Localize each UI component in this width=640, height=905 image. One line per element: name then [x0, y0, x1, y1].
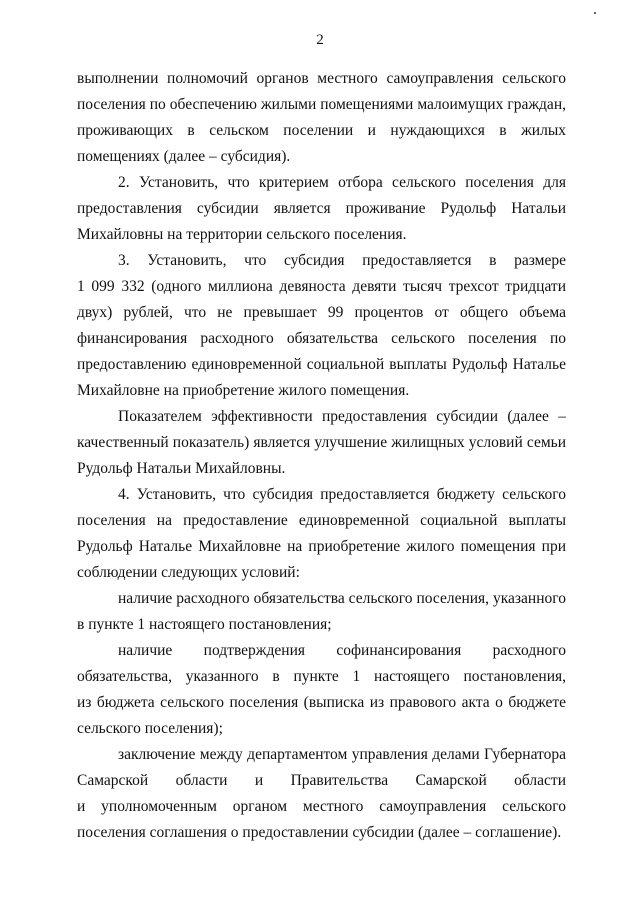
paragraph-condition-1 [77, 586, 566, 638]
text-line: сельского поселения); [77, 720, 223, 737]
text-line: обязательства, указанного в пункте 1 настоящего постановления, [77, 668, 566, 685]
text-line: Михайловне на приобретение жилого помещения. [77, 382, 410, 399]
text-line: наличие расходного обязательства сельского поселения, указанного [118, 590, 566, 607]
text-line: из бюджета сельского поселения (выписка из правового акта о бюджете [77, 694, 566, 711]
text-line: 3. Установить, что субсидия предоставляется в размере [118, 252, 566, 269]
text-line: в пункте 1 настоящего постановления; [77, 616, 332, 633]
document-body [77, 66, 566, 846]
paragraph-continuation [77, 66, 566, 170]
text-line: Михайловны на территории сельского поселения. [77, 226, 407, 243]
text-line: финансирования расходного обязательства сельского поселения по [77, 330, 566, 347]
text-line: 2. Установить, что критерием отбора сельского поселения для [118, 174, 566, 191]
text-line: соблюдении следующих условий: [77, 564, 300, 581]
text-line: и уполномоченным органом местного самоуправления сельского [77, 798, 566, 815]
paragraph-indicator [77, 404, 566, 482]
text-line: поселения по обеспечению жилыми помещениями малоимущих граждан, [77, 96, 566, 113]
text-line: Показателем эффективности предоставления субсидии (далее – [118, 408, 566, 425]
page-number: 2 [316, 32, 324, 48]
text-line: наличие подтверждения софинансирования расходного [118, 642, 566, 659]
text-line: заключение между департаментом управления делами Губернатора [118, 746, 566, 763]
text-line: 4. Установить, что субсидия предоставляется бюджету сельского [118, 486, 566, 503]
text-line: двух) рублей, что не превышает 99 процентов от общего объема [77, 304, 566, 321]
text-line: Рудольф Наталье Михайловне на приобретение жилого помещения при [77, 538, 566, 555]
text-line: Рудольф Натальи Михайловны. [77, 460, 286, 477]
text-line: Самарской области и Правительства Самарской области [77, 772, 566, 789]
text-line: проживающих в сельском поселении и нуждающихся в жилых [77, 122, 566, 139]
text-line: предоставления субсидии является проживание Рудольф Натальи [77, 200, 566, 217]
text-line: поселения на предоставление единовременной социальной выплаты [77, 512, 566, 529]
text-line: предоставлению единовременной социальной выплаты Рудольф Наталье [77, 356, 566, 373]
text-line: 1 099 332 (одного миллиона девяноста девяти тысяч трехсот тридцати [77, 278, 566, 295]
paragraph-item-4 [77, 482, 566, 586]
text-line: поселения соглашения о предоставлении субсидии (далее – соглашение). [77, 824, 562, 841]
paragraph-condition-3 [77, 742, 566, 846]
paragraph-item-2 [77, 170, 566, 248]
text-line: качественный показатель) является улучшение жилищных условий семьи [77, 434, 566, 451]
text-line: выполнении полномочий органов местного самоуправления сельского [77, 70, 566, 87]
paragraph-item-3 [77, 248, 566, 404]
paragraph-condition-2 [77, 638, 566, 742]
text-line: помещениях (далее – субсидия). [77, 148, 291, 165]
scan-speck [594, 12, 596, 14]
